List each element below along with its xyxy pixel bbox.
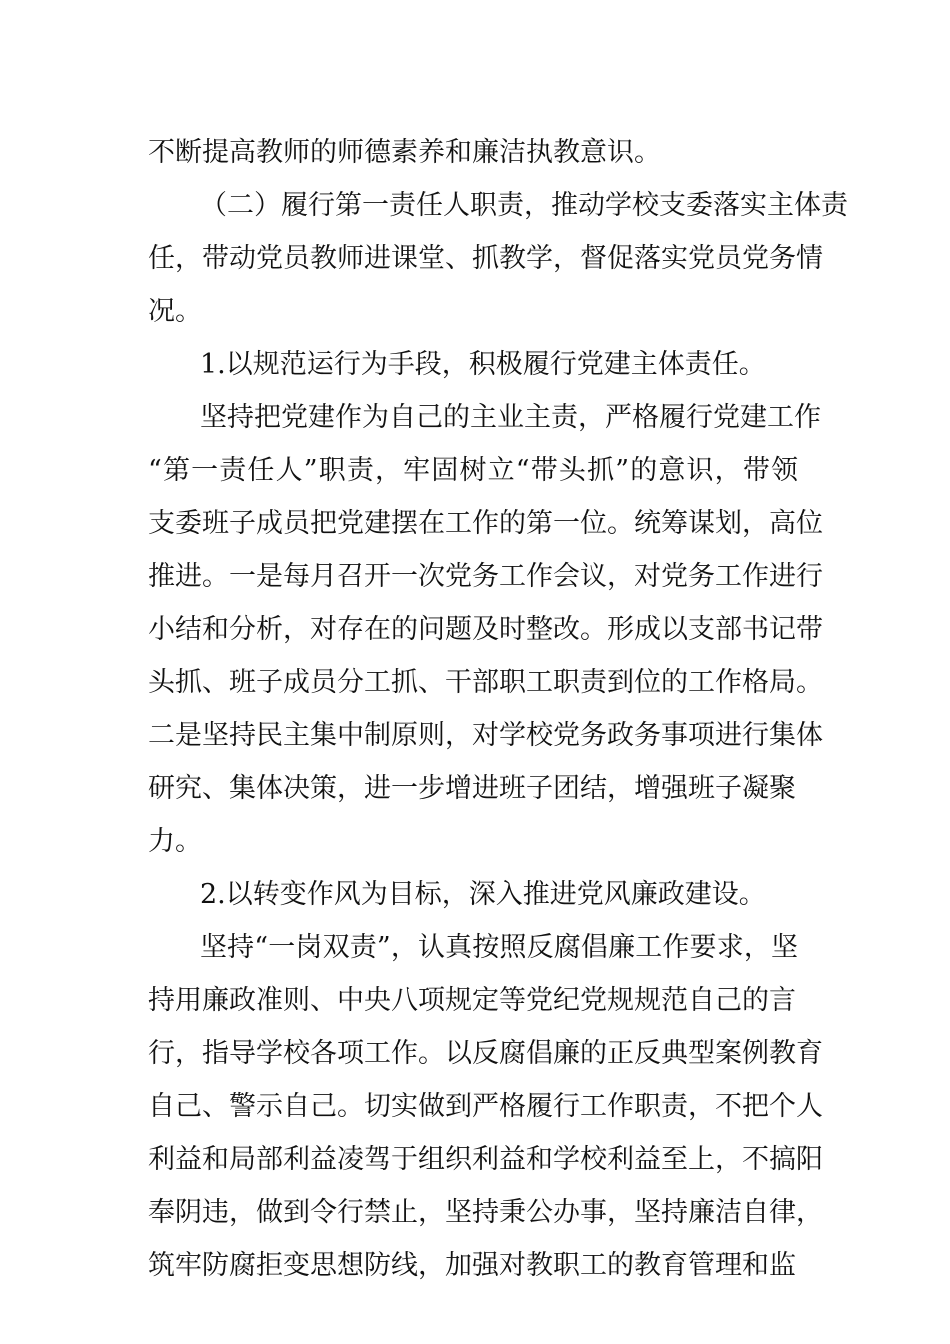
subsection-heading-line: 1.以规范运行为手段，积极履行党建主体责任。 bbox=[200, 349, 766, 380]
text-line: 奉阴违，做到令行禁止，坚持秉公办事，坚持廉洁自律， bbox=[148, 1197, 823, 1228]
text-line: 坚持把党建作为自己的主业主责，严格履行党建工作 bbox=[200, 402, 821, 433]
text-line: 行，指导学校各项工作。以反腐倡廉的正反典型案例教育 bbox=[148, 1038, 823, 1069]
text-line: 研究、集体决策，进一步增进班子团结，增强班子凝聚 bbox=[148, 773, 796, 804]
text-line: 不断提高教师的师德素养和廉洁执教意识。 bbox=[148, 137, 661, 168]
section-heading-line: （二）履行第一责任人职责，推动学校支委落实主体责 bbox=[200, 190, 848, 221]
text-line: 利益和局部利益凌驾于组织利益和学校利益至上，不搞阳 bbox=[148, 1144, 823, 1175]
text-line: 小结和分析，对存在的问题及时整改。形成以支部书记带 bbox=[148, 614, 823, 645]
text-line: 筑牢防腐拒变思想防线，加强对教职工的教育管理和监 bbox=[148, 1250, 796, 1281]
text-line: 力。 bbox=[148, 826, 202, 857]
text-line: 况。 bbox=[148, 296, 202, 327]
text-line: 支委班子成员把党建摆在工作的第一位。统筹谋划，高位 bbox=[148, 508, 823, 539]
text-line: 头抓、班子成员分工抓、干部职工职责到位的工作格局。 bbox=[148, 667, 823, 698]
document-body bbox=[148, 126, 848, 1292]
text-line: 坚持“一岗双责”，认真按照反腐倡廉工作要求，坚 bbox=[200, 932, 798, 963]
text-line: 二是坚持民主集中制原则，对学校党务政务事项进行集体 bbox=[148, 720, 823, 751]
text-line: 推进。一是每月召开一次党务工作会议，对党务工作进行 bbox=[148, 561, 823, 592]
text-line: 持用廉政准则、中央八项规定等党纪党规规范自己的言 bbox=[148, 985, 796, 1016]
text-line: 任，带动党员教师进课堂、抓教学，督促落实党员党务情 bbox=[148, 243, 823, 274]
subsection-heading-line: 2.以转变作风为目标，深入推进党风廉政建设。 bbox=[200, 879, 766, 910]
text-line: “第一责任人”职责，牢固树立“带头抓”的意识，带领 bbox=[148, 455, 798, 486]
text-line: 自己、警示自己。切实做到严格履行工作职责，不把个人 bbox=[148, 1091, 823, 1122]
